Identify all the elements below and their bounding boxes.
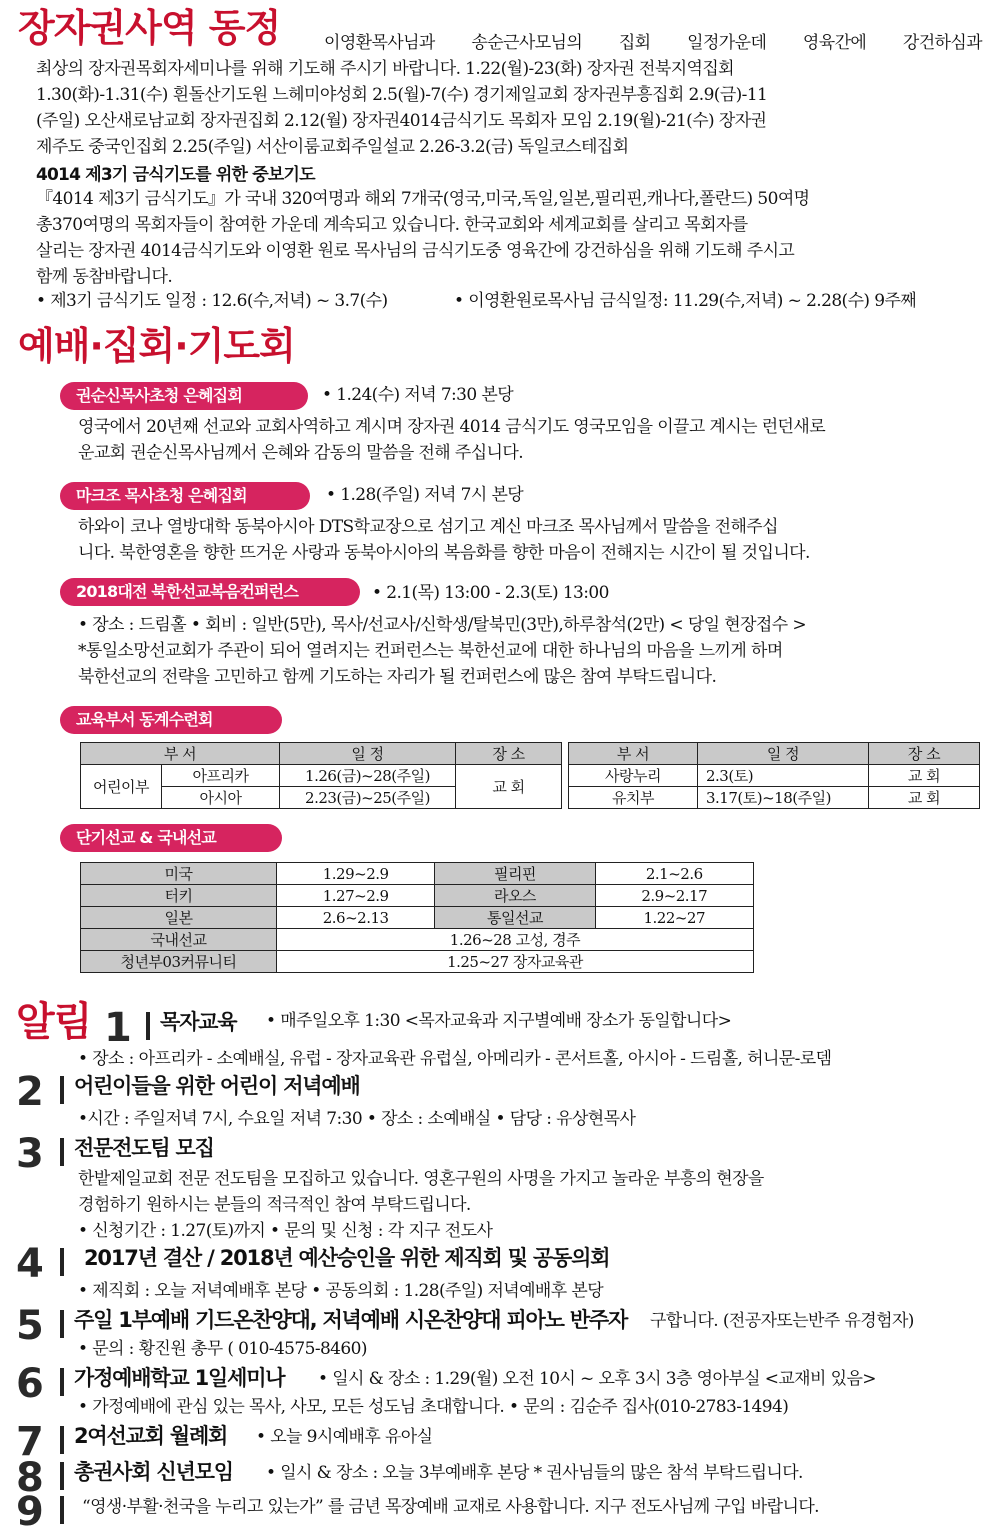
notice-bar (146, 1012, 150, 1040)
notice-title: 목자교육 (160, 1010, 237, 1034)
notice-inline: • 일시 & 장소 : 오늘 3부예배후 본당 * 권사님들의 많은 참석 부탁드립니다. (266, 1463, 803, 1483)
edu-camp-table (80, 742, 980, 809)
fasting-schedule: • 이영환원로목사님 금식일정: 11.29(수,저녁) ~ 2.28(수) 9주째 (454, 291, 917, 311)
table-cell: 국내선교 (81, 929, 277, 951)
table-cell: 미국 (81, 863, 277, 885)
notice-number: 5 (16, 1303, 44, 1349)
table-header: 장 소 (456, 743, 562, 765)
mission-label: 단기선교 & 국내선교 (60, 824, 282, 852)
notice-title: 주일 1부예배 기드온찬양대, 저녁예배 시온찬양대 피아노 반주자 (74, 1308, 628, 1332)
table-cell: 일본 (81, 907, 277, 929)
table-header: 일 정 (280, 743, 456, 765)
notice-line: • 문의 : 황진원 총무 ( 010-4575-8460) (78, 1339, 367, 1359)
table-cell: 1.22~27 (595, 907, 753, 929)
table-row (81, 951, 754, 973)
table-cell: 2.3(토) (698, 765, 869, 787)
table-cell: 1.26(금)~28(주일) (280, 765, 456, 787)
mission-table (80, 862, 754, 973)
ministry-line: 이영환목사님과 송순근사모님의 집회 일정가운데 영육간에 강건하심과 (324, 33, 982, 53)
table-header: 부 서 (81, 743, 280, 765)
table-row (81, 765, 980, 787)
notice-inline: • 매주일오후 1:30 <목자교육과 지구별예배 장소가 동일합니다> (266, 1011, 732, 1031)
event-label-conference: 2018대전 북한선교복음컨퍼런스 (60, 578, 360, 606)
table-cell: 2.9~2.17 (595, 885, 753, 907)
prayer-body-line: 함께 동참바랍니다. (36, 267, 173, 287)
table-cell: 교 회 (869, 765, 980, 787)
event-date: • 1.28(주일) 저녁 7시 본당 (326, 485, 524, 505)
notice-number: 8 (16, 1455, 44, 1501)
notice-bar (60, 1368, 64, 1396)
table-cell: 라오스 (435, 885, 595, 907)
event-date: • 1.24(수) 저녁 7:30 본당 (322, 385, 514, 405)
table-cell: 아프리카 (162, 765, 280, 787)
notice-bar (60, 1310, 64, 1338)
notice-title: 전문전도팀 모집 (74, 1136, 214, 1160)
table-cell: 2.6~2.13 (276, 907, 434, 929)
notice-number: 3 (16, 1131, 44, 1177)
prayer-body-line: 『4014 제3기 금식기도』가 국내 320여명과 해외 7개국(영국,미국,독일,일본,필리핀,캐나다,폴란드) 50여명 (36, 189, 810, 209)
table-header: 일 정 (698, 743, 869, 765)
table-cell: 필리핀 (435, 863, 595, 885)
table-cell: 2.1~2.6 (595, 863, 753, 885)
prayer-body-line: 살리는 장자권 4014금식기도와 이영환 원로 목사님의 금식기도중 영육간에 강건하심을 위해 기도해 주시고 (36, 241, 795, 261)
notice-number: 1 (104, 1005, 132, 1051)
event-desc: • 장소 : 드림홀 • 회비 : 일반(5만), 목사/선교사/신학생/탈북민(3만),하루참석(2만) < 당일 현장접수 > (78, 615, 807, 635)
prayer-subheading: 4014 제3기 금식기도를 위한 중보기도 (36, 165, 315, 185)
dept-cell: 어린이부 (81, 765, 162, 809)
table-cell: 1.27~2.9 (276, 885, 434, 907)
section-title-notices: 알림 (16, 999, 92, 1045)
event-desc: *통일소망선교회가 주관이 되어 열려지는 컨퍼런스는 북한선교에 대한 하나님의 마음을 느끼게 하며 (78, 641, 783, 661)
table-cell: 교 회 (869, 787, 980, 809)
table-cell: 1.25~27 장자교육관 (276, 951, 753, 973)
notice-line: •시간 : 주일저녁 7시, 수요일 저녁 7:30 • 장소 : 소예배실 • 담당 : 유상현목사 (78, 1109, 636, 1129)
event-desc: 영국에서 20년째 선교와 교회사역하고 계시며 장자권 4014 금식기도 영국모임을 이끌고 계시는 런던새로 (78, 417, 826, 437)
table-row (81, 863, 754, 885)
table-cell: 유치부 (569, 787, 698, 809)
event-label-markjo: 마크조 목사초청 은혜집회 (60, 482, 310, 510)
notice-number: 4 (16, 1241, 44, 1287)
table-cell: 청년부03커뮤니티 (81, 951, 277, 973)
table-cell: 2.23(금)~25(주일) (280, 787, 456, 809)
table-cell: 3.17(토)~18(주일) (698, 787, 869, 809)
table-row (81, 885, 754, 907)
table-cell: 사랑누리 (569, 765, 698, 787)
notice-line: • 제직회 : 오늘 저녁예배후 본당 • 공동의회 : 1.28(주일) 저녁예배후 본당 (78, 1281, 604, 1301)
notice-line: 한밭제일교회 전문 전도팀을 모집하고 있습니다. 영혼구원의 사명을 가지고 놀라운 부흥의 현장을 (78, 1169, 764, 1189)
event-label-kwon: 권순신목사초청 은혜집회 (60, 382, 308, 410)
event-desc: 하와이 코나 열방대학 동북아시아 DTS학교장으로 섬기고 계신 마크조 목사님께서 말씀을 전해주십 (78, 517, 778, 537)
table-cell: 1.26~28 고성, 경주 (276, 929, 753, 951)
notice-inline: • 일시 & 장소 : 1.29(월) 오전 10시 ~ 오후 3시 3층 영아부실 <교재비 있음> (318, 1369, 876, 1389)
event-desc: 니다. 북한영혼을 향한 뜨거운 사랑과 동북아시아의 복음화를 향한 마음이 전해지는 시간이 될 것입니다. (78, 543, 810, 563)
event-desc: 북한선교의 전략을 고민하고 함께 기도하는 자리가 될 컨퍼런스에 많은 참여 부탁드립니다. (78, 667, 717, 687)
notice-inline: • 오늘 9시예배후 유아실 (256, 1427, 433, 1447)
notice-inline: “영생·부활·천국을 누리고 있는가” 를 금년 목장예배 교재로 사용합니다. 지구 전도사님께 구입 바랍니다. (82, 1497, 819, 1517)
section-title-ministry: 장자권사역 동정 (18, 6, 281, 50)
notice-bar (60, 1138, 64, 1166)
notice-line: 경험하기 원하시는 분들의 적극적인 참여 부탁드립니다. (78, 1195, 471, 1215)
notice-bar (60, 1076, 64, 1104)
ministry-line: 1.30(화)-1.31(수) 흰돌산기도원 느헤미야성회 2.5(월)-7(수) 경기제일교회 장자권부흥집회 2.9(금)-11 (36, 85, 768, 105)
notice-title: 가정예배학교 1일세미나 (74, 1366, 285, 1390)
notice-number: 7 (16, 1419, 44, 1465)
notice-bar (60, 1462, 64, 1490)
notice-inline: 구합니다. (전공자또는반주 유경험자) (650, 1311, 914, 1331)
notice-title: 2017년 결산 / 2018년 예산승인을 위한 제직회 및 공동의회 (84, 1246, 610, 1270)
event-date: • 2.1(목) 13:00 - 2.3(토) 13:00 (372, 583, 609, 603)
ministry-line: 최상의 장자권목회자세미나를 위해 기도해 주시기 바랍니다. 1.22(월)-23(화) 장자권 전북지역집회 (36, 59, 734, 79)
ministry-line: 제주도 중국인집회 2.25(주일) 서산이룸교회주일설교 2.26-3.2(금) 독일코스테집회 (36, 137, 629, 157)
table-cell: 1.29~2.9 (276, 863, 434, 885)
notice-title: 2여선교회 월례회 (74, 1424, 228, 1448)
event-desc: 운교회 권순신목사님께서 은혜와 감동의 말씀을 전해 주십니다. (78, 443, 523, 463)
notice-bar (60, 1426, 64, 1454)
table-header: 부 서 (569, 743, 698, 765)
notice-title: 어린이들을 위한 어린이 저녁예배 (74, 1074, 360, 1098)
notice-number: 9 (16, 1489, 44, 1535)
table-row (81, 929, 754, 951)
table-cell: 터키 (81, 885, 277, 907)
notice-line: • 장소 : 아프리카 - 소예배실, 유럽 - 장자교육관 유럽실, 아메리카 - 콘서트홀, 아시아 - 드림홀, 허니문-로뎀 (78, 1049, 832, 1069)
prayer-body-line: 총370여명의 목회자들이 참여한 가운데 계속되고 있습니다. 한국교회와 세계교회를 살리고 목회자를 (36, 215, 748, 235)
table-cell: 아시아 (162, 787, 280, 809)
section-title-worship: 예배·집회·기도회 (18, 324, 295, 368)
notice-line: • 가정예배에 관심 있는 목사, 사모, 모든 성도님 초대합니다. • 문의 : 김순주 집사(010-2783-1494) (78, 1397, 789, 1417)
table-cell: 통일선교 (435, 907, 595, 929)
table-header: 장 소 (869, 743, 980, 765)
notice-number: 6 (16, 1361, 44, 1407)
ministry-line: (주일) 오산새로남교회 장자권집회 2.12(월) 장자권4014금식기도 목회자 모임 2.19(월)-21(수) 장자권 (36, 111, 767, 131)
notice-title: 총권사회 신년모임 (74, 1460, 233, 1484)
table-row (81, 907, 754, 929)
notice-bar (60, 1248, 64, 1276)
notice-line: • 신청기간 : 1.27(토)까지 • 문의 및 신청 : 각 지구 전도사 (78, 1221, 493, 1241)
prayer-schedule: • 제3기 금식기도 일정 : 12.6(수,저녁) ~ 3.7(수) (36, 291, 388, 311)
notice-bar (60, 1496, 64, 1524)
notice-number: 2 (16, 1069, 44, 1115)
table-cell: 교 회 (456, 765, 562, 809)
edu-camp-label: 교육부서 동계수련회 (60, 706, 282, 734)
